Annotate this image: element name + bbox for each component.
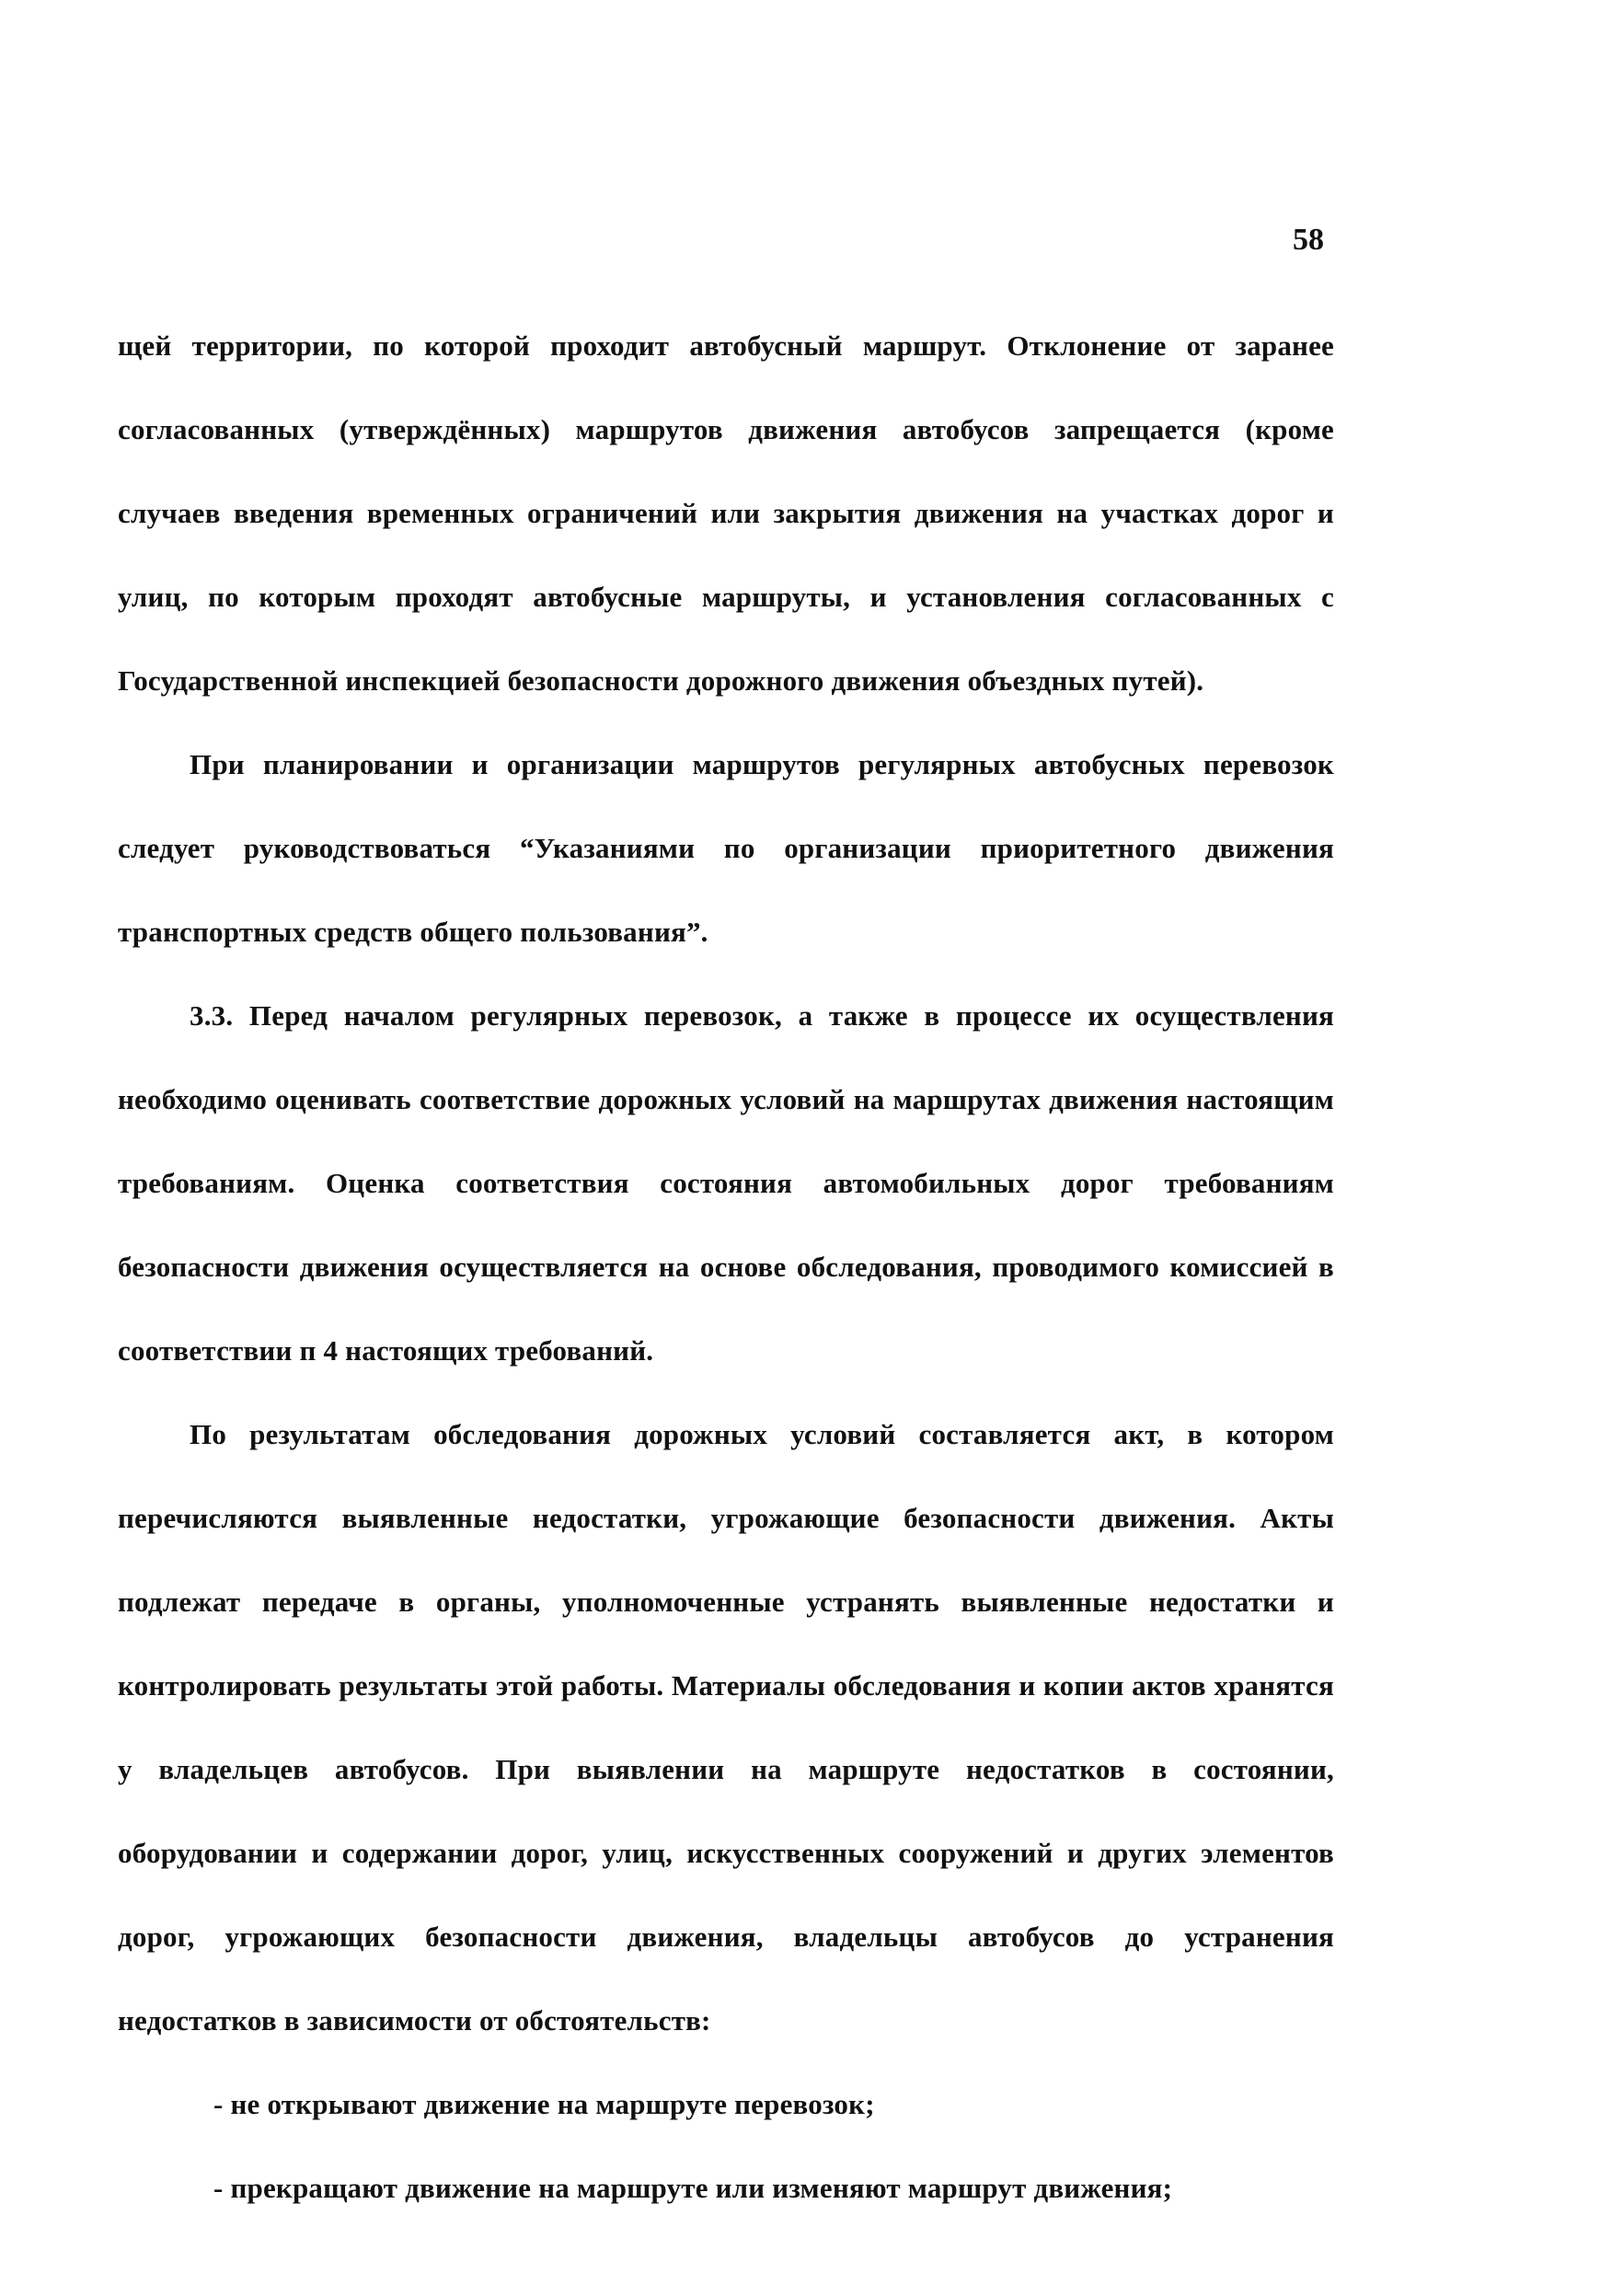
list-item: - прекращают движение на маршруте или изменяют маршрут движения;: [213, 2172, 1173, 2204]
paragraph-route-planning: При планировании и организации маршрутов регулярных автобусных перевозок следует руководствоваться “Указаниями по организации приоритетного движения транспортных средств общего пользования”.: [118, 748, 1334, 948]
paragraph-continuation: щей территории, по которой проходит автобусный маршрут. Отклонение от заранее согласованных (утверждённых) маршрутов движения автобусов запрещается (кроме случаев введения временных ограничений или закрытия движения на участках дорог и улиц, по которым проходят автобусные маршруты, и установления согласованных с Государственной инспекцией безопасности дорожного движения объездных путей).: [118, 329, 1334, 697]
page-number: 58: [1293, 223, 1324, 257]
paragraph-survey-results: По результатам обследования дорожных условий составляется акт, в котором перечисляются выявленные недостатки, угрожающие безопасности движения. Акты подлежат передаче в органы, уполномоченные устранять выявленные недостатки и контролировать результаты этой работы. Материалы обследования и копии актов хранятся у владельцев автобусов. При выявлении на маршруте недостатков в состоянии, оборудовании и содержании дорог, улиц, искусственных сооружений и других элементов дорог, угрожающих безопасности движения, владельцы автобусов до устранения недостатков в зависимости от обстоятельств:: [118, 1418, 1334, 2036]
list-item: - не открывают движение на маршруте перевозок;: [213, 2088, 875, 2120]
document-body: [118, 304, 1334, 2230]
paragraph-section-3-3: 3.3. Перед началом регулярных перевозок, а также в процессе их осуществления необходимо оценивать соответствие дорожных условий на маршрутах движения настоящим требованиям. Оценка соответствия состояния автомобильных дорог требованиям безопасности движения осуществляется на основе обследования, проводимого комиссией в соответствии п 4 настоящих требований.: [118, 999, 1334, 1367]
